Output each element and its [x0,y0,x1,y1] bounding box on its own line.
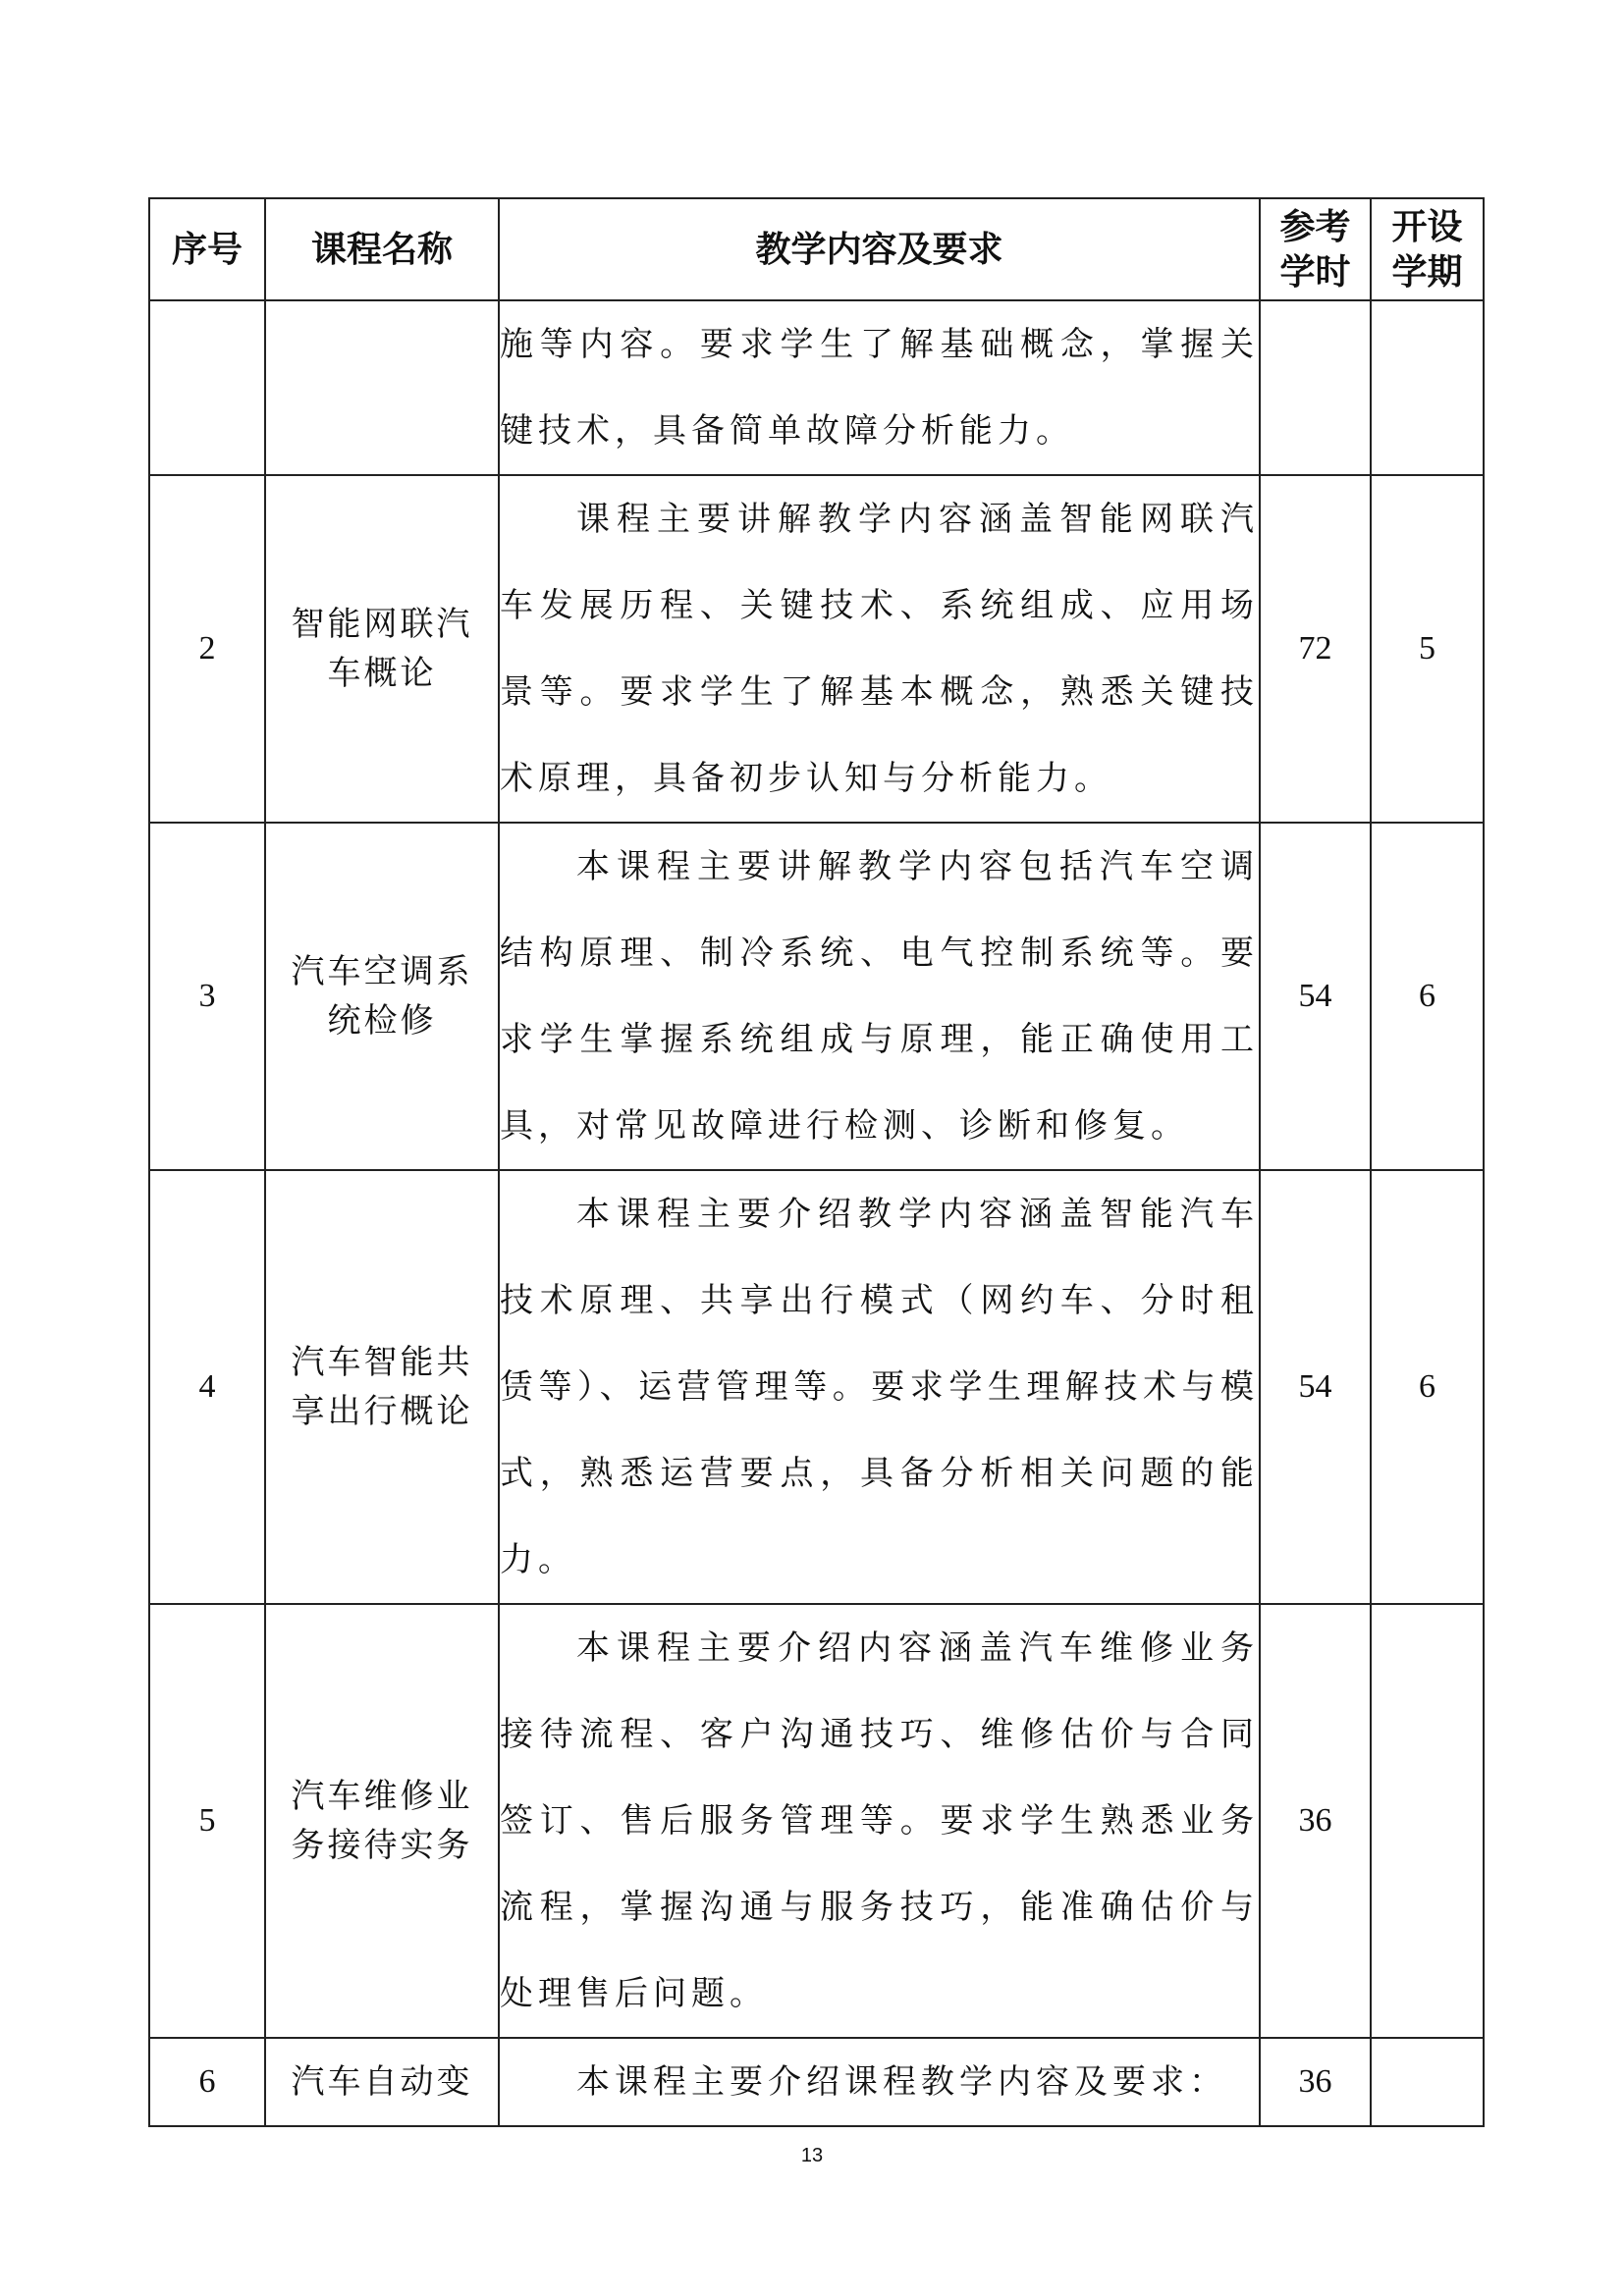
row-index [149,300,265,475]
row-hours: 36 [1260,1604,1371,2038]
row-content: 课程主要讲解教学内容涵盖智能网联汽车发展历程、关键技术、系统组成、应用场景等。要求学生了解基本概念，熟悉关键技术原理，具备初步认知与分析能力。 [499,475,1260,823]
table-row [149,1170,1484,1604]
row-content: 本课程主要介绍内容涵盖汽车维修业务接待流程、客户沟通技巧、维修估价与合同签订、售后服务管理等。要求学生熟悉业务流程，掌握沟通与服务技巧，能准确估价与处理售后问题。 [499,1604,1260,2038]
row-content: 本课程主要讲解教学内容包括汽车空调结构原理、制冷系统、电气控制系统等。要求学生掌握系统组成与原理，能正确使用工具，对常见故障进行检测、诊断和修复。 [499,823,1260,1170]
row-term [1371,2038,1484,2126]
header-term: 开设学期 [1371,198,1484,300]
row-course-name: 汽车自动变 [265,2038,499,2126]
row-course-name [265,300,499,475]
page-number: 13 [800,2145,824,2166]
row-hours: 36 [1260,2038,1371,2126]
row-hours [1260,300,1371,475]
header-hours: 参考学时 [1260,198,1371,300]
table-row [149,475,1484,823]
course-table [148,197,1485,2127]
row-term: 6 [1371,823,1484,1170]
table-row [149,823,1484,1170]
table-row [149,1604,1484,2038]
row-hours: 72 [1260,475,1371,823]
row-term: 6 [1371,1170,1484,1604]
row-index: 6 [149,2038,265,2126]
row-index: 2 [149,475,265,823]
row-hours: 54 [1260,823,1371,1170]
row-term [1371,1604,1484,2038]
row-course-name: 智能网联汽车概论 [265,475,499,823]
header-row [149,198,1484,300]
row-course-name: 汽车维修业务接待实务 [265,1604,499,2038]
row-term: 5 [1371,475,1484,823]
row-content: 本课程主要介绍教学内容涵盖智能汽车技术原理、共享出行模式（网约车、分时租赁等）、运营管理等。要求学生理解技术与模式，熟悉运营要点，具备分析相关问题的能力。 [499,1170,1260,1604]
row-index: 5 [149,1604,265,2038]
row-course-name: 汽车智能共享出行概论 [265,1170,499,1604]
row-content: 施等内容。要求学生了解基础概念，掌握关键技术，具备简单故障分析能力。 [499,300,1260,475]
row-index: 4 [149,1170,265,1604]
table-row [149,2038,1484,2126]
table-row [149,300,1484,475]
row-index: 3 [149,823,265,1170]
header-content: 教学内容及要求 [499,198,1260,300]
row-course-name: 汽车空调系统检修 [265,823,499,1170]
row-term [1371,300,1484,475]
header-course-name: 课程名称 [265,198,499,300]
row-content: 本课程主要介绍课程教学内容及要求： [499,2038,1260,2126]
row-hours: 54 [1260,1170,1371,1604]
header-index: 序号 [149,198,265,300]
